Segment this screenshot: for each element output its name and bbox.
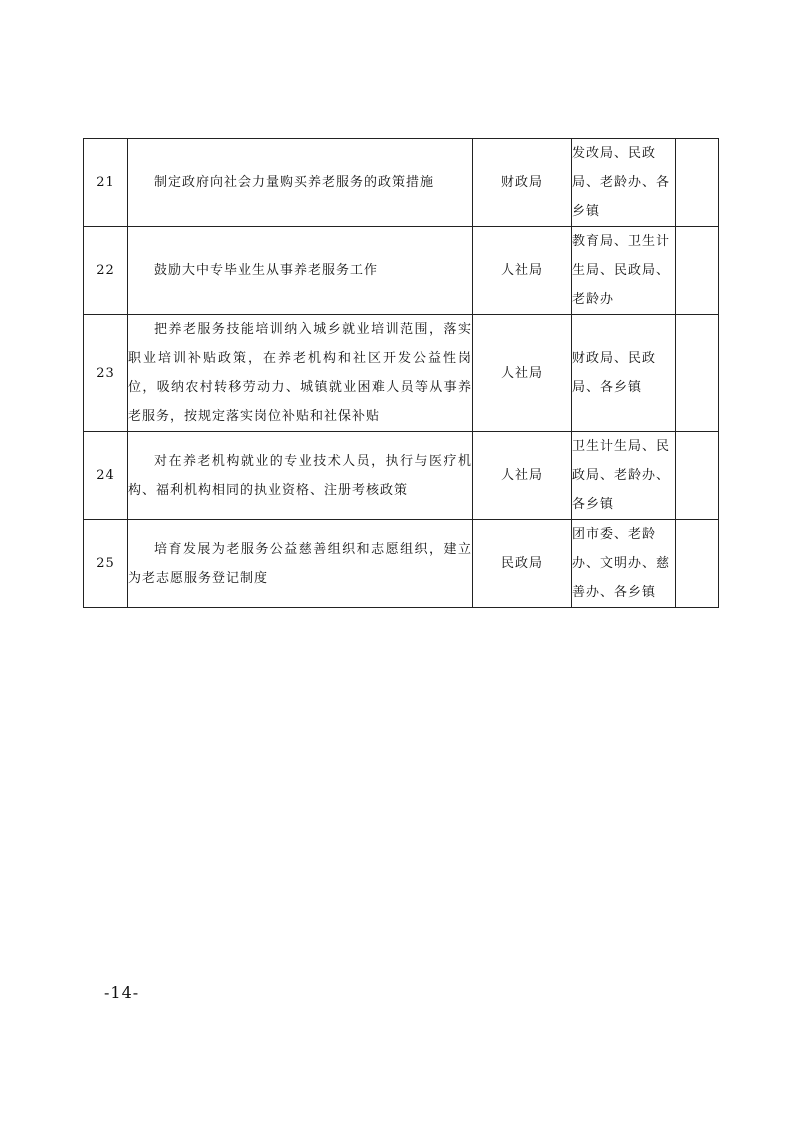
task-content: 对在养老机构就业的专业技术人员，执行与医疗机构、福利机构相同的执业资格、注册考核政策 [128, 432, 473, 520]
assisting-departments: 发改局、民政局、老龄办、各乡镇 [572, 139, 676, 227]
row-number: 25 [84, 520, 128, 608]
page-number: -14- [104, 983, 140, 1002]
remark-cell [676, 432, 719, 520]
remark-cell [676, 315, 719, 432]
assisting-departments: 团市委、老龄办、文明办、慈善办、各乡镇 [572, 520, 676, 608]
remark-cell [676, 227, 719, 315]
table-row [84, 432, 719, 520]
table-row [84, 227, 719, 315]
table-row [84, 139, 719, 227]
row-number: 22 [84, 227, 128, 315]
lead-department: 财政局 [473, 139, 572, 227]
row-number: 23 [84, 315, 128, 432]
remark-cell [676, 520, 719, 608]
task-content: 把养老服务技能培训纳入城乡就业培训范围，落实职业培训补贴政策，在养老机构和社区开发公益性岗位，吸纳农村转移劳动力、城镇就业困难人员等从事养老服务，按规定落实岗位补贴和社保补贴 [128, 315, 473, 432]
assisting-departments: 卫生计生局、民政局、老龄办、各乡镇 [572, 432, 676, 520]
table-row [84, 520, 719, 608]
row-number: 24 [84, 432, 128, 520]
task-content: 培育发展为老服务公益慈善组织和志愿组织，建立为老志愿服务登记制度 [128, 520, 473, 608]
task-table [83, 138, 719, 608]
lead-department: 人社局 [473, 315, 572, 432]
lead-department: 人社局 [473, 432, 572, 520]
table-row [84, 315, 719, 432]
lead-department: 人社局 [473, 227, 572, 315]
task-content: 制定政府向社会力量购买养老服务的政策措施 [128, 139, 473, 227]
remark-cell [676, 139, 719, 227]
task-content: 鼓励大中专毕业生从事养老服务工作 [128, 227, 473, 315]
row-number: 21 [84, 139, 128, 227]
assisting-departments: 财政局、民政局、各乡镇 [572, 315, 676, 432]
assisting-departments: 教育局、卫生计生局、民政局、老龄办 [572, 227, 676, 315]
lead-department: 民政局 [473, 520, 572, 608]
